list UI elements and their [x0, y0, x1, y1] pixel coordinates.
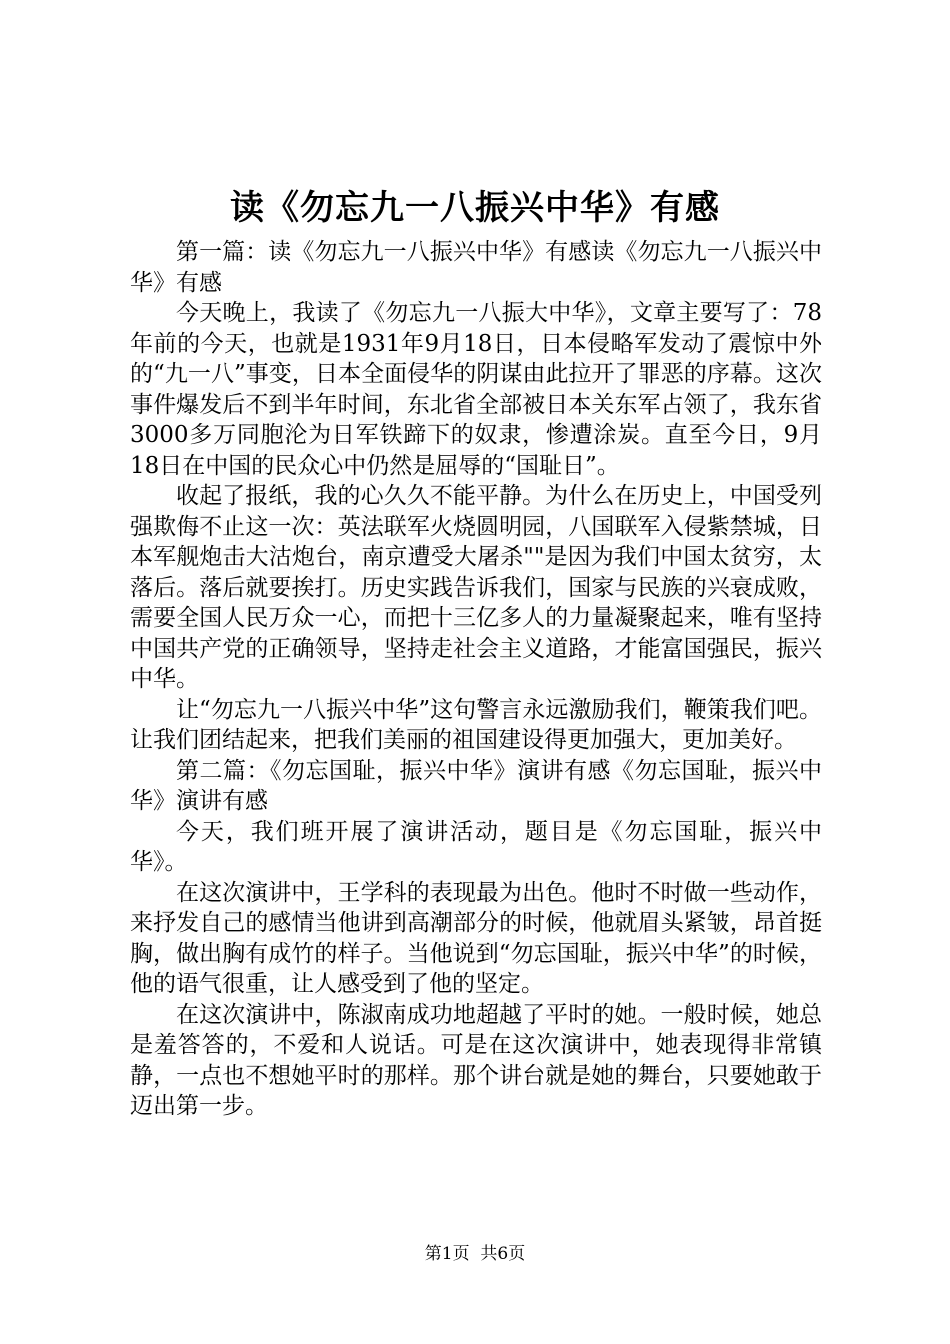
document-body: [130, 237, 822, 1122]
paragraph-2: 今天晚上，我读了《勿忘九一八振大中华》，文章主要写了：78年前的今天，也就是1931年9月18日，日本侵略军发动了震惊中外的“九一八”事变，日本全面侵华的阴谋由此拉开了罪恶的序幕。这次事件爆发后不到半年时间，东北省全部被日本关东军占领了，我东省3000多万同胞沦为日军铁蹄下的奴隶，惨遭涂炭。直至今日，9月18日在中国的民众心中仍然是屈辱的“国耻日”。: [130, 300, 822, 479]
paragraph-7: 在这次演讲中，王学科的表现最为出色。他时不时做一些动作，来抒发自己的感情当他讲到高潮部分的时候，他就眉头紧皱，昂首挺胸，做出胸有成竹的样子。当他说到“勿忘国耻，振兴中华”的时候，他的语气很重，让人感受到了他的坚定。: [130, 879, 822, 997]
paragraph-8: 在这次演讲中，陈淑南成功地超越了平时的她。一般时候，她总是羞答答的，不爱和人说话。可是在这次演讲中，她表现得非常镇静，一点也不想她平时的那样。那个讲台就是她的舞台，只要她敢于迈出第一步。: [130, 1001, 822, 1119]
document-title: 读《勿忘九一八振兴中华》有感: [230, 188, 720, 228]
page-footer: [0, 1242, 950, 1266]
paragraph-4: 让“勿忘九一八振兴中华”这句警言永远激励我们，鞭策我们吧。让我们团结起来，把我们美丽的祖国建设得更加强大，更加美好。: [130, 696, 822, 753]
paragraph-6: 今天，我们班开展了演讲活动，题目是《勿忘国耻，振兴中华》。: [130, 818, 822, 875]
paragraph-1: 第一篇：读《勿忘九一八振兴中华》有感读《勿忘九一八振兴中华》有感: [130, 239, 822, 296]
page-number: 第1页 共6页: [424, 1244, 526, 1264]
paragraph-5: 第二篇：《勿忘国耻，振兴中华》演讲有感《勿忘国耻，振兴中华》演讲有感: [130, 757, 822, 814]
paragraph-3: 收起了报纸，我的心久久不能平静。为什么在历史上，中国受列强欺侮不止这一次：英法联军火烧圆明园，八国联军入侵紫禁城，日本军舰炮击大沽炮台，南京遭受大屠杀""是因为我们中国太贫穷，太落后。落后就要挨打。历史实践告诉我们，国家与民族的兴衰成败，需要全国人民万众一心，而把十三亿多人的力量凝聚起来，唯有坚持中国共产党的正确领导，坚持走社会主义道路，才能富国强民，振兴中华。: [130, 483, 822, 692]
